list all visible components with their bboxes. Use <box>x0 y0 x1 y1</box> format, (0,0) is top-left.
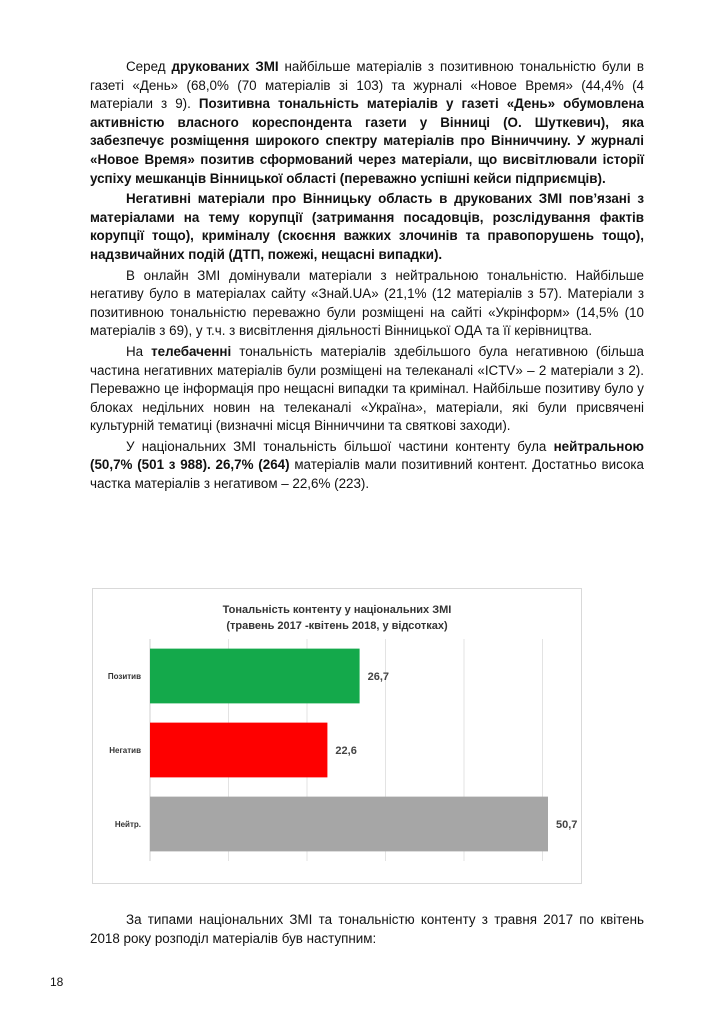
paragraph-online-media <box>90 267 644 341</box>
text-run: На <box>126 343 152 359</box>
chart-category-label: Негатив <box>109 746 141 755</box>
chart-bar <box>150 649 360 704</box>
chart-bar <box>150 797 548 852</box>
closing-text-block <box>90 911 644 950</box>
text-run-bold: Негативні матеріали про Вінницьку область в друкованих ЗМІ пов’язані з матеріалами на тему корупції (затримання посадовців, розслідування фактів корупції тощо), криміналу (скоєння важких злочинів та правопорушень тощо), надзвичайних подій (ДТП, пожежі, нещасні випадки). <box>90 191 644 262</box>
chart-value-label: 50,7 <box>556 819 578 831</box>
chart-value-label: 26,7 <box>367 671 390 683</box>
text-run: матеріалів мали позитивний контент. Достатньо висока частка матеріалів з негативом – 22,6% (223). <box>90 457 644 492</box>
text-run-bold: телебаченні <box>151 343 232 359</box>
text-run: найбільше матеріалів з позитивною тональністю були в газеті «День» (68,0% (70 матеріалів зі 103) та журналі «Новое Время» (44,4% (4 матеріали з 9). <box>90 59 644 112</box>
text-run: У національних ЗМІ тональність більшої частини контенту була <box>126 438 554 454</box>
chart-category-label: Позитив <box>107 672 141 681</box>
text-run-bold: Позитивна тональність матеріалів у газеті «День» обумовлена активністю власного кореспондента газети у Вінниці (О. Шуткевич), яка забезпечує розміщення широкого спектру матеріалів про Вінниччину. У журналі «Новое Время» позитив сформований через матеріали, що висвітлювали історії успіху мешканців Вінницької області (переважно успішні кейси підприємців). <box>90 96 644 186</box>
text-run-bold: друкованих ЗМІ <box>171 59 279 74</box>
chart-bar <box>150 723 327 778</box>
chart-title: Тональність контенту у національних ЗМІ <box>222 604 452 616</box>
tonality-chart-svg <box>93 589 581 883</box>
paragraph-negative-materials <box>90 190 644 264</box>
paragraph-print-media <box>90 58 644 188</box>
chart-value-label: 22,6 <box>335 745 357 757</box>
chart-subtitle: (травень 2017 -квітень 2018, у відсотках) <box>226 620 448 632</box>
text-run: Серед <box>126 59 172 74</box>
paragraph-television <box>90 343 644 436</box>
page-number: 18 <box>50 975 64 989</box>
chart-category-label: Нейтр. <box>114 820 141 829</box>
tonality-chart <box>92 588 582 884</box>
document-body <box>90 58 644 496</box>
paragraph-national-media <box>90 438 644 494</box>
text-run-bold: нейтральною (50,7% (501 з 988). 26,7% (264) <box>90 438 644 473</box>
text-run: тональність матеріалів здебільшого була негативною (більша частина негативних матеріалів були розміщені на телеканалі «ICTV» – 2 матеріали з 2). Переважно це інформація про нещасні випадки та кримінал. Найбільше позитиву було у блоках недільних новин на телеканалі «Україна», матеріали, які були присвячені культурній тематиці (визначні місця Вінниччини та святкові заходи). <box>90 343 644 434</box>
chart-bars <box>108 649 578 852</box>
paragraph-distribution-intro: За типами національних ЗМІ та тональністю контенту з травня 2017 по квітень 2018 року розподіл матеріалів був наступним: <box>90 912 644 946</box>
text-run: В онлайн ЗМІ домінували матеріали з нейтральною тональністю. Найбільше негативу було в матеріалах сайту «Знай.UA» (21,1% (12 матеріалів з 57). Матеріали з позитивною тональністю переважно були розміщені на сайті «Укрінформ» (14,5% (10 матеріалів з 69), у т.ч. з висвітлення діяльності Вінницької ОДА та її керівництва. <box>90 267 644 339</box>
